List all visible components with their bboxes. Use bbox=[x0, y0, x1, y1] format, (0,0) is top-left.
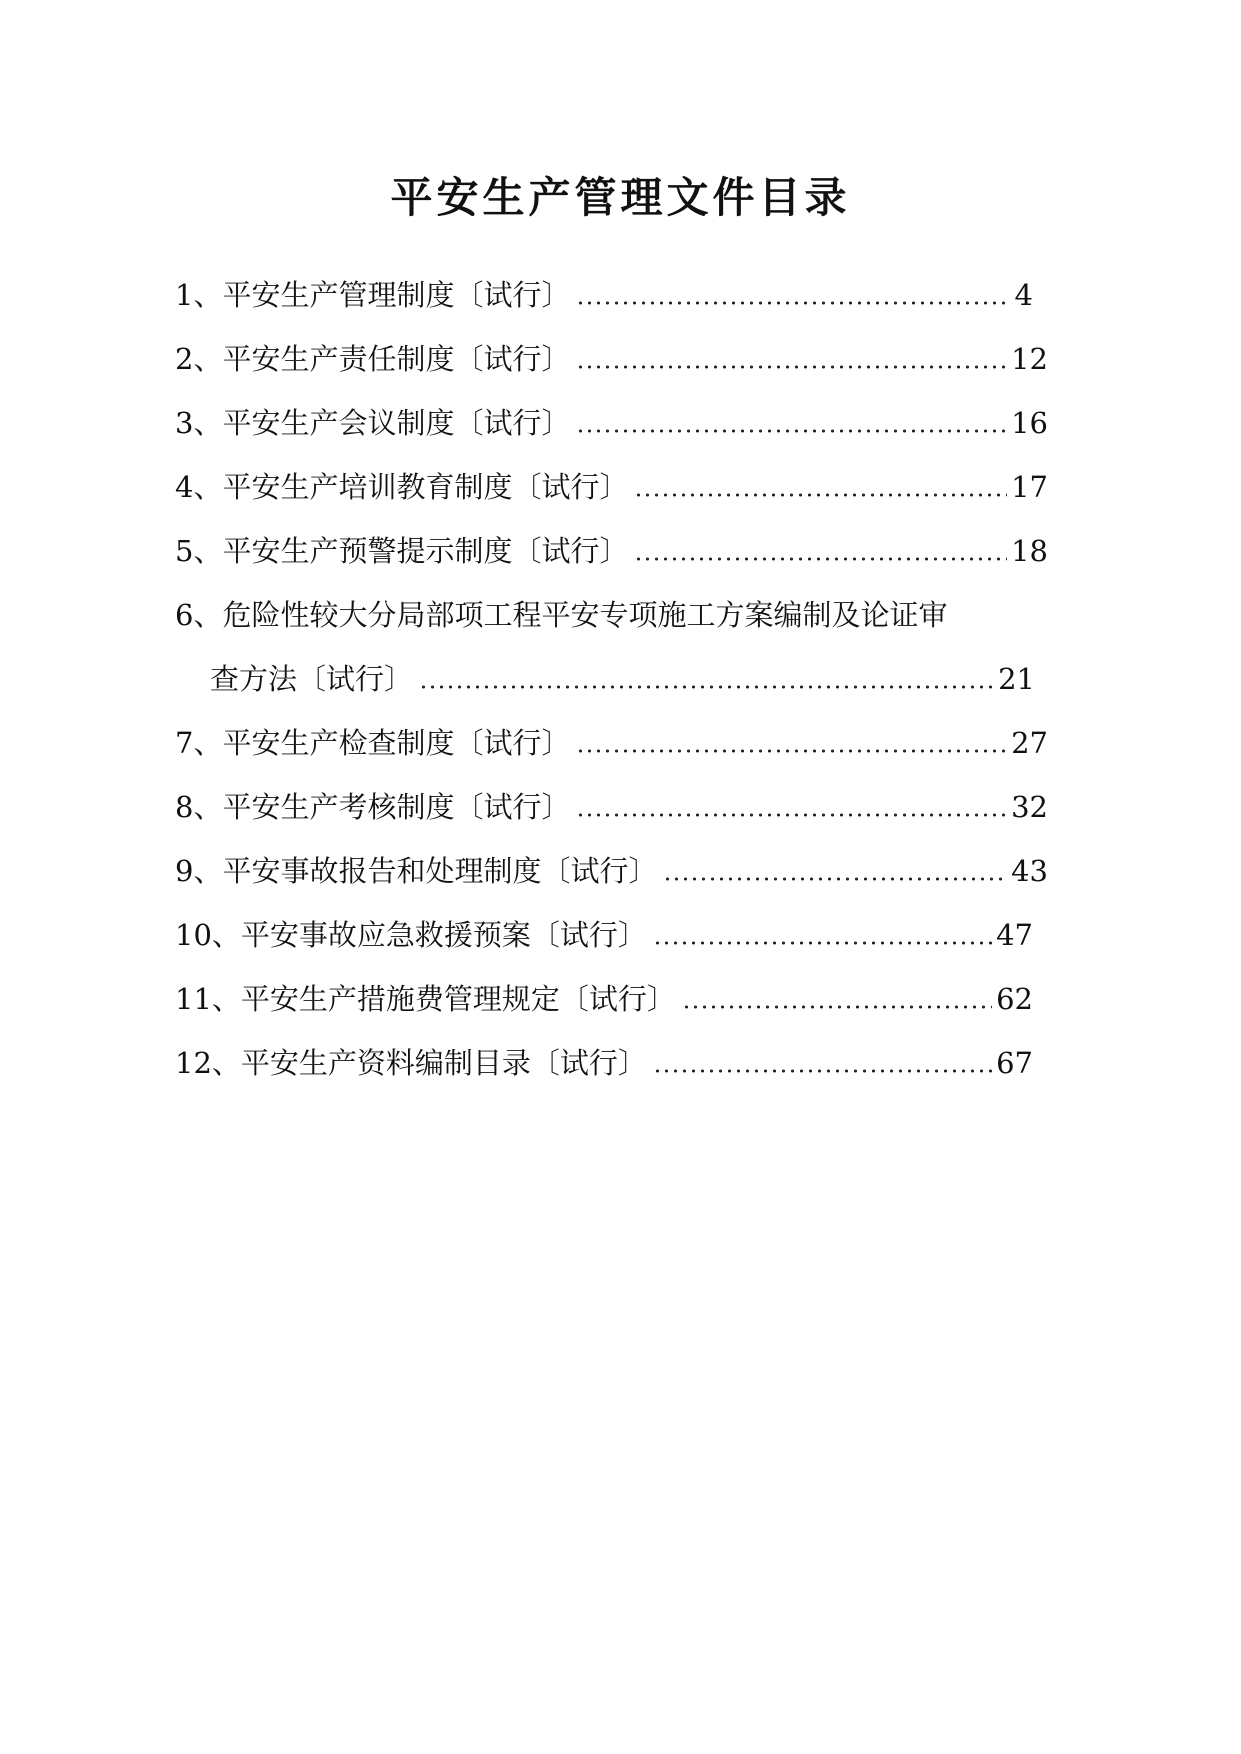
dot-leader bbox=[663, 876, 1007, 882]
dot-leader bbox=[576, 428, 1007, 434]
toc-entry-6-line-2[interactable] bbox=[210, 654, 1035, 704]
page-title: 平安生产管理文件目录 bbox=[390, 173, 851, 222]
toc-entry-page: 43 bbox=[1011, 854, 1048, 888]
toc-entry-page: 21 bbox=[998, 662, 1035, 696]
toc-entry-12[interactable] bbox=[175, 1038, 1033, 1088]
toc-entry-10[interactable] bbox=[175, 910, 1033, 960]
toc-entry-label: 7、平安生产检查制度〔试行〕 bbox=[175, 726, 571, 760]
toc-entry-page: 4 bbox=[1014, 278, 1033, 312]
toc-entry-page: 16 bbox=[1011, 406, 1048, 440]
toc-entry-label: 9、平安事故报告和处理制度〔试行〕 bbox=[175, 854, 658, 888]
dot-leader bbox=[576, 364, 1007, 370]
toc-entry-1[interactable] bbox=[175, 270, 1033, 320]
toc-entry-page: 47 bbox=[996, 918, 1033, 952]
dot-leader bbox=[634, 556, 1007, 562]
toc-entry-9[interactable] bbox=[175, 846, 1048, 896]
dot-leader bbox=[419, 684, 994, 690]
toc-entry-page: 12 bbox=[1011, 342, 1048, 376]
toc-entry-page: 18 bbox=[1011, 534, 1048, 568]
toc-entry-2[interactable] bbox=[175, 334, 1048, 384]
toc-entry-5[interactable] bbox=[175, 526, 1048, 576]
toc-entry-6-line-1[interactable] bbox=[175, 590, 1075, 640]
toc-entry-page: 17 bbox=[1011, 470, 1048, 504]
toc-entry-page: 62 bbox=[996, 982, 1033, 1016]
toc-entry-7[interactable] bbox=[175, 718, 1048, 768]
toc-entry-label: 2、平安生产责任制度〔试行〕 bbox=[175, 342, 571, 376]
toc-entry-label: 12、平安生产资料编制目录〔试行〕 bbox=[175, 1046, 647, 1080]
toc-entry-label: 4、平安生产培训教育制度〔试行〕 bbox=[175, 470, 629, 504]
toc-entry-label: 10、平安事故应急救援预案〔试行〕 bbox=[175, 918, 647, 952]
toc-entry-3[interactable] bbox=[175, 398, 1048, 448]
toc-entry-label: 3、平安生产会议制度〔试行〕 bbox=[175, 406, 571, 440]
dot-leader bbox=[576, 748, 1007, 754]
toc-entry-page: 32 bbox=[1011, 790, 1048, 824]
toc-entry-label: 5、平安生产预警提示制度〔试行〕 bbox=[175, 534, 629, 568]
toc-entry-page: 67 bbox=[996, 1046, 1033, 1080]
dot-leader bbox=[576, 300, 1010, 306]
toc-entry-label: 8、平安生产考核制度〔试行〕 bbox=[175, 790, 571, 824]
toc-entry-4[interactable] bbox=[175, 462, 1048, 512]
dot-leader bbox=[576, 812, 1007, 818]
dot-leader bbox=[653, 1068, 992, 1074]
dot-leader bbox=[653, 940, 992, 946]
toc-entry-label: 1、平安生产管理制度〔试行〕 bbox=[175, 278, 571, 312]
dot-leader bbox=[682, 1004, 992, 1010]
toc-entry-8[interactable] bbox=[175, 782, 1048, 832]
toc-entry-11[interactable] bbox=[175, 974, 1033, 1024]
toc-entry-label: 6、危险性较大分局部项工程平安专项施工方案编制及论证审 bbox=[175, 598, 948, 632]
toc-entry-page: 27 bbox=[1011, 726, 1048, 760]
dot-leader bbox=[634, 492, 1007, 498]
toc-entry-continuation: 查方法〔试行〕 bbox=[210, 662, 414, 696]
toc-entry-label: 11、平安生产措施费管理规定〔试行〕 bbox=[175, 982, 676, 1016]
